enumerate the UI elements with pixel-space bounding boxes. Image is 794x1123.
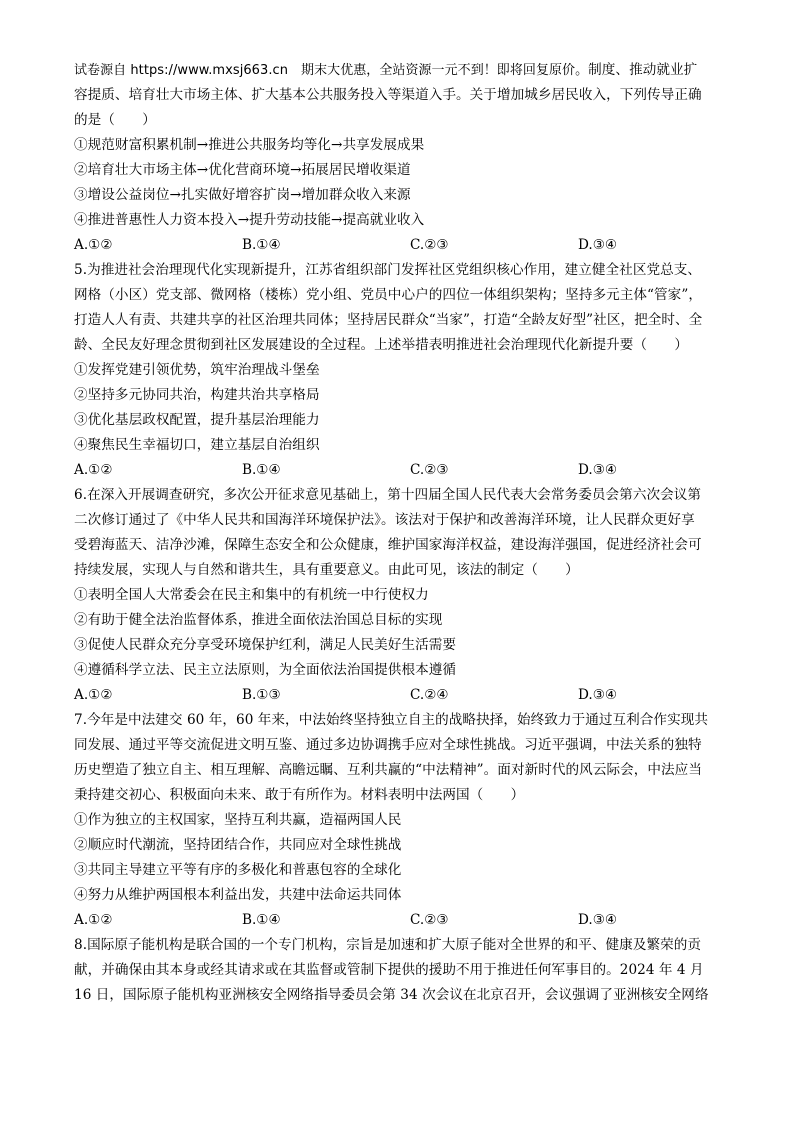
question-4-option-c[interactable]: C.②③: [410, 237, 449, 253]
question-5-option-d[interactable]: D.③④: [578, 462, 618, 478]
question-5-stem-line-2: 网格（小区）党支部、微网格（楼栋）党小组、党员中心户的四位一体组织架构；坚持多元主体“管家”，: [74, 287, 702, 303]
question-4-stem-line-2: 容提质、培育壮大市场主体、扩大基本公共服务投入等渠道入手。关于增加城乡居民收入，下列传导正确: [74, 87, 702, 103]
question-6-stem-line-1: 6.在深入开展调查研究，多次公开征求意见基础上，第十四届全国人民代表大会常务委员会第六次会议第: [74, 487, 702, 503]
question-8-stem-line-2: 献，并确保由其本身或经其请求或在其监督或管制下提供的援助不用于推进任何军事目的。2024 年 4 月: [74, 962, 704, 978]
question-6-option-b[interactable]: B.①③: [242, 687, 281, 703]
question-7-statement-3: ③共同主导建立平等有序的多极化和普惠包容的全球化: [74, 862, 402, 878]
question-7-statement-2: ②顺应时代潮流，坚持团结合作，共同应对全球性挑战: [74, 837, 402, 853]
question-6-option-c[interactable]: C.②④: [410, 687, 449, 703]
question-7-statement-4: ④努力从维护两国根本利益出发，共建中法命运共同体: [74, 887, 402, 903]
question-4-option-b[interactable]: B.①④: [242, 237, 281, 253]
question-6-statement-4: ④遵循科学立法、民主立法原则，为全面依法治国提供根本遵循: [74, 662, 457, 678]
question-7-option-b[interactable]: B.①④: [242, 912, 281, 928]
question-5-statement-1: ①发挥党建引领优势，筑牢治理战斗堡垒: [74, 362, 320, 378]
question-6-statement-2: ②有助于健全法治监督体系，推进全面依法治国总目标的实现: [74, 612, 443, 628]
question-5-statement-2: ②坚持多元协同共治，构建共治共享格局: [74, 387, 320, 403]
question-5-option-c[interactable]: C.②③: [410, 462, 449, 478]
question-8-stem-line-1: 8.国际原子能机构是联合国的一个专门机构，宗旨是加速和扩大原子能对全世界的和平、健康及繁荣的贡: [74, 937, 702, 953]
question-6-stem-line-4: 持续发展，实现人与自然和谐共生，具有重要意义。由此可见，该法的制定（ ）: [74, 562, 579, 578]
question-4-statement-4: ④推进普惠性人力资本投入→提升劳动技能→提高就业收入: [74, 212, 425, 228]
question-4: [74, 58, 724, 258]
question-4-statement-1: ①规范财富积累机制→推进公共服务均等化→共享发展成果: [74, 137, 425, 153]
question-7-stem-line-2: 同发展、通过平等交流促进文明互鉴、通过多边协调携手应对全球性挑战。习近平强调，中法关系的独特: [74, 737, 702, 753]
question-5-statement-3: ③优化基层政权配置，提升基层治理能力: [74, 412, 320, 428]
question-5-option-b[interactable]: B.①④: [242, 462, 281, 478]
question-4-option-a[interactable]: A.①②: [74, 237, 113, 253]
question-6-statement-1: ①表明全国人大常委会在民主和集中的有机统一中行使权力: [74, 587, 429, 603]
question-5-statement-4: ④聚焦民生幸福切口，建立基层自治组织: [74, 437, 320, 453]
question-6-option-a[interactable]: A.①②: [74, 687, 113, 703]
question-4-stem-line-1: [74, 58, 724, 83]
question-6-statement-3: ③促使人民群众充分享受环境保护红利，满足人民美好生活需要: [74, 637, 457, 653]
question-8: [74, 933, 724, 1008]
question-5-stem-line-1: 5.为推进社会治理现代化实现新提升，江苏省组织部门发挥社区党组织核心作用，建立健全社区党总支、: [74, 262, 702, 278]
question-6-stem-line-3: 受碧海蓝天、洁净沙滩，保障生态安全和公众健康，维护国家海洋权益，建设海洋强国，促进经济社会可: [74, 537, 702, 553]
question-6-option-d[interactable]: D.③④: [578, 687, 618, 703]
question-4-stem-text-1: 制度、推动就业扩: [588, 62, 698, 78]
question-7-option-d[interactable]: D.③④: [578, 912, 618, 928]
question-7-stem-line-1: 7.今年是中法建交 60 年，60 年来，中法始终坚持独立自主的战略抉择，始终致力于通过互利合作实现共: [74, 712, 709, 728]
question-5: [74, 258, 724, 483]
exam-page: [74, 58, 724, 1008]
question-7-option-a[interactable]: A.①②: [74, 912, 113, 928]
question-5-stem-line-3: 打造人人有责、共建共享的社区治理共同体；坚持居民群众“当家”，打造“全龄友好型”社区，把全时、全: [74, 312, 703, 328]
question-4-statement-3: ③增设公益岗位→扎实做好增容扩岗→增加群众收入来源: [74, 187, 411, 203]
question-5-options: [74, 458, 724, 483]
question-7-stem-line-4: 秉持建交初心、积极面向未来、敢于有所作为。材料表明中法两国（ ）: [74, 787, 525, 803]
source-note: 试卷源自 https://www.mxsj663.cn 期末大优惠，全站资源一元不到！即将回复原价。: [74, 63, 589, 78]
question-4-stem-line-3: 的是（ ）: [74, 112, 156, 128]
question-5-option-a[interactable]: A.①②: [74, 462, 113, 478]
question-8-stem-line-3: 16 日，国际原子能机构亚洲核安全网络指导委员会第 34 次会议在北京召开，会议强调了亚洲核安全网络: [74, 987, 709, 1003]
question-7-statement-1: ①作为独立的主权国家，坚持互利共赢，造福两国人民: [74, 812, 402, 828]
question-5-stem-line-4: 龄、全民友好理念贯彻到社区发展建设的全过程。上述举措表明推进社会治理现代化新提升要（ ）: [74, 337, 688, 353]
question-4-statement-2: ②培育壮大市场主体→优化营商环境→拓展居民增收渠道: [74, 162, 411, 178]
question-4-option-d[interactable]: D.③④: [578, 237, 618, 253]
question-4-options: [74, 233, 724, 258]
question-7-option-c[interactable]: C.②③: [410, 912, 449, 928]
question-6-options: [74, 683, 724, 708]
question-7-stem-line-3: 历史塑造了独立自主、相互理解、高瞻远瞩、互利共赢的“中法精神”。面对新时代的风云际会，中法应当: [74, 762, 702, 778]
question-7-options: [74, 908, 724, 933]
question-7: [74, 708, 724, 933]
question-6-stem-line-2: 二次修订通过了《中华人民共和国海洋环境保护法》。该法对于保护和改善海洋环境，让人民群众更好享: [74, 512, 695, 528]
question-6: [74, 483, 724, 708]
